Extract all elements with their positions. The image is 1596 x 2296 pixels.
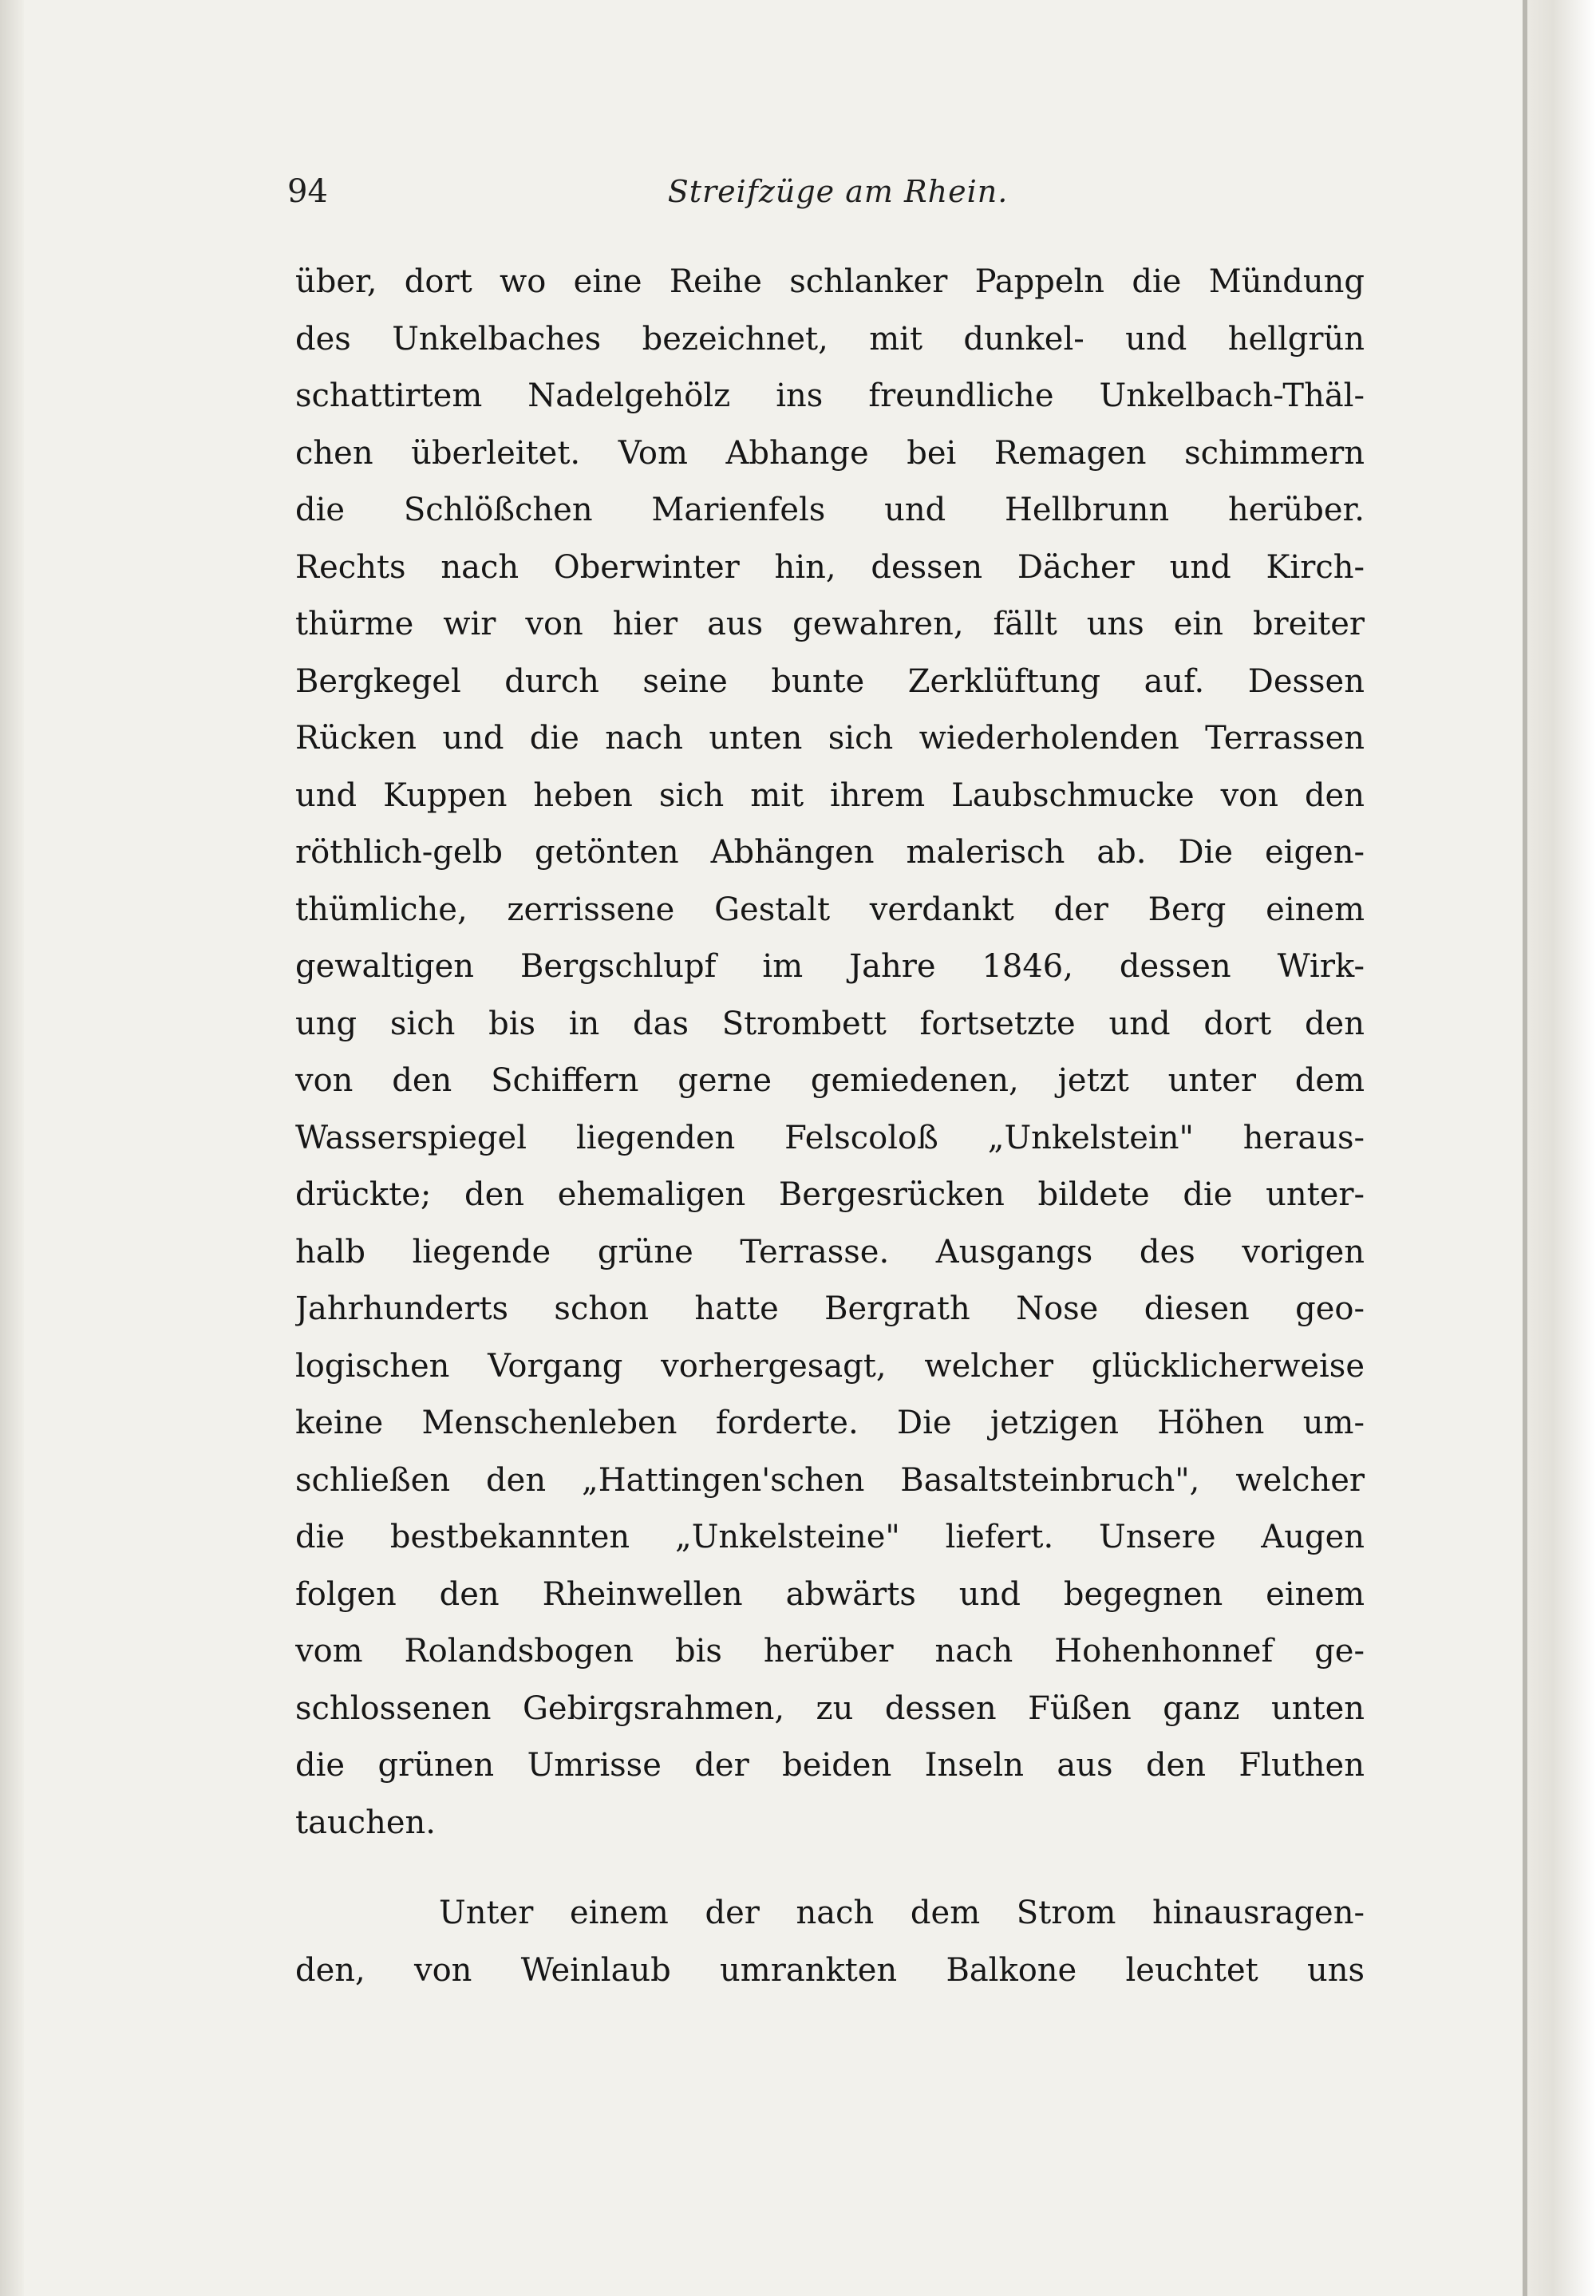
binding-edge bbox=[0, 0, 24, 2296]
text-line: keine Menschenleben forderte. Die jetzigen Höhen um- bbox=[295, 1405, 1365, 1441]
text-line: die bestbekannten „Unkelsteine" liefert. Unsere Augen bbox=[295, 1519, 1365, 1555]
text-line: Rechts nach Oberwinter hin, dessen Dächer und Kirch- bbox=[295, 548, 1365, 586]
text-line: röthlich-gelb getönten Abhängen malerisch ab. Die eigen- bbox=[295, 834, 1365, 871]
text-line: von den Schiffern gerne gemiedenen, jetzt unter dem bbox=[295, 1062, 1365, 1099]
text-line: die Schlößchen Marienfels und Hellbrunn herüber. bbox=[295, 492, 1365, 528]
text-line: tauchen. bbox=[295, 1804, 436, 1841]
text-line: die grünen Umrisse der beiden Inseln aus den Fluthen bbox=[295, 1747, 1365, 1784]
text-line: drückte; den ehemaligen Bergesrücken bildete die unter- bbox=[295, 1176, 1365, 1213]
paragraph bbox=[295, 1885, 1365, 1999]
text-line: schlossenen Gebirgsrahmen, zu dessen Füßen ganz unten bbox=[295, 1689, 1365, 1727]
text-line: vom Rolandsbogen bis herüber nach Hohenhonnef ge- bbox=[295, 1633, 1365, 1670]
text-line: gewaltigen Bergschlupf im Jahre 1846, dessen Wirk- bbox=[295, 948, 1365, 985]
text-line: folgen den Rheinwellen abwärts und begegnen einem bbox=[295, 1575, 1365, 1613]
page-edge-shadow bbox=[1524, 0, 1596, 2296]
text-line: thümliche, zerrissene Gestalt verdankt der Berg einem bbox=[295, 891, 1365, 928]
text-line: über, dort wo eine Reihe schlanker Pappeln die Mündung bbox=[295, 263, 1365, 300]
text-line: logischen Vorgang vorhergesagt, welcher glücklicherweise bbox=[295, 1347, 1365, 1385]
text-line: ung sich bis in das Strombett fortsetzte und dort den bbox=[295, 1005, 1365, 1042]
text-line: halb liegende grüne Terrasse. Ausgangs des vorigen bbox=[295, 1233, 1365, 1271]
page-edge-line bbox=[1523, 0, 1527, 2296]
running-title: Streifzüge am Rhein. bbox=[667, 174, 1009, 209]
running-header bbox=[287, 168, 1389, 215]
text-line: Rücken und die nach unten sich wiederholenden Terrassen bbox=[295, 720, 1365, 757]
text-line: schließen den „Hattingen'schen Basaltsteinbruch", welcher bbox=[295, 1461, 1365, 1499]
paragraph-gap bbox=[295, 1851, 1365, 1885]
text-line: Unter einem der nach dem Strom hinausragen- bbox=[439, 1895, 1365, 1931]
text-line: Bergkegel durch seine bunte Zerklüftung auf. Dessen bbox=[295, 662, 1365, 700]
text-line: und Kuppen heben sich mit ihrem Laubschmucke von den bbox=[295, 777, 1365, 814]
text-line: Wasserspiegel liegenden Felscoloß „Unkelstein" heraus- bbox=[295, 1119, 1365, 1156]
page-number: 94 bbox=[287, 173, 328, 210]
text-line: chen überleitet. Vom Abhange bei Remagen schimmern bbox=[295, 434, 1365, 472]
text-line: den, von Weinlaub umrankten Balkone leuchtet uns bbox=[295, 1951, 1365, 1989]
text-line: schattirtem Nadelgehölz ins freundliche Unkelbach-Thäl- bbox=[295, 377, 1365, 414]
paragraph bbox=[295, 254, 1365, 1851]
text-line: Jahrhunderts schon hatte Bergrath Nose diesen geo- bbox=[295, 1290, 1365, 1327]
text-line: thürme wir von hier aus gewahren, fällt uns ein breiter bbox=[295, 606, 1365, 642]
text-line: des Unkelbaches bezeichnet, mit dunkel- und hellgrün bbox=[295, 320, 1365, 358]
body-text bbox=[295, 254, 1365, 1999]
